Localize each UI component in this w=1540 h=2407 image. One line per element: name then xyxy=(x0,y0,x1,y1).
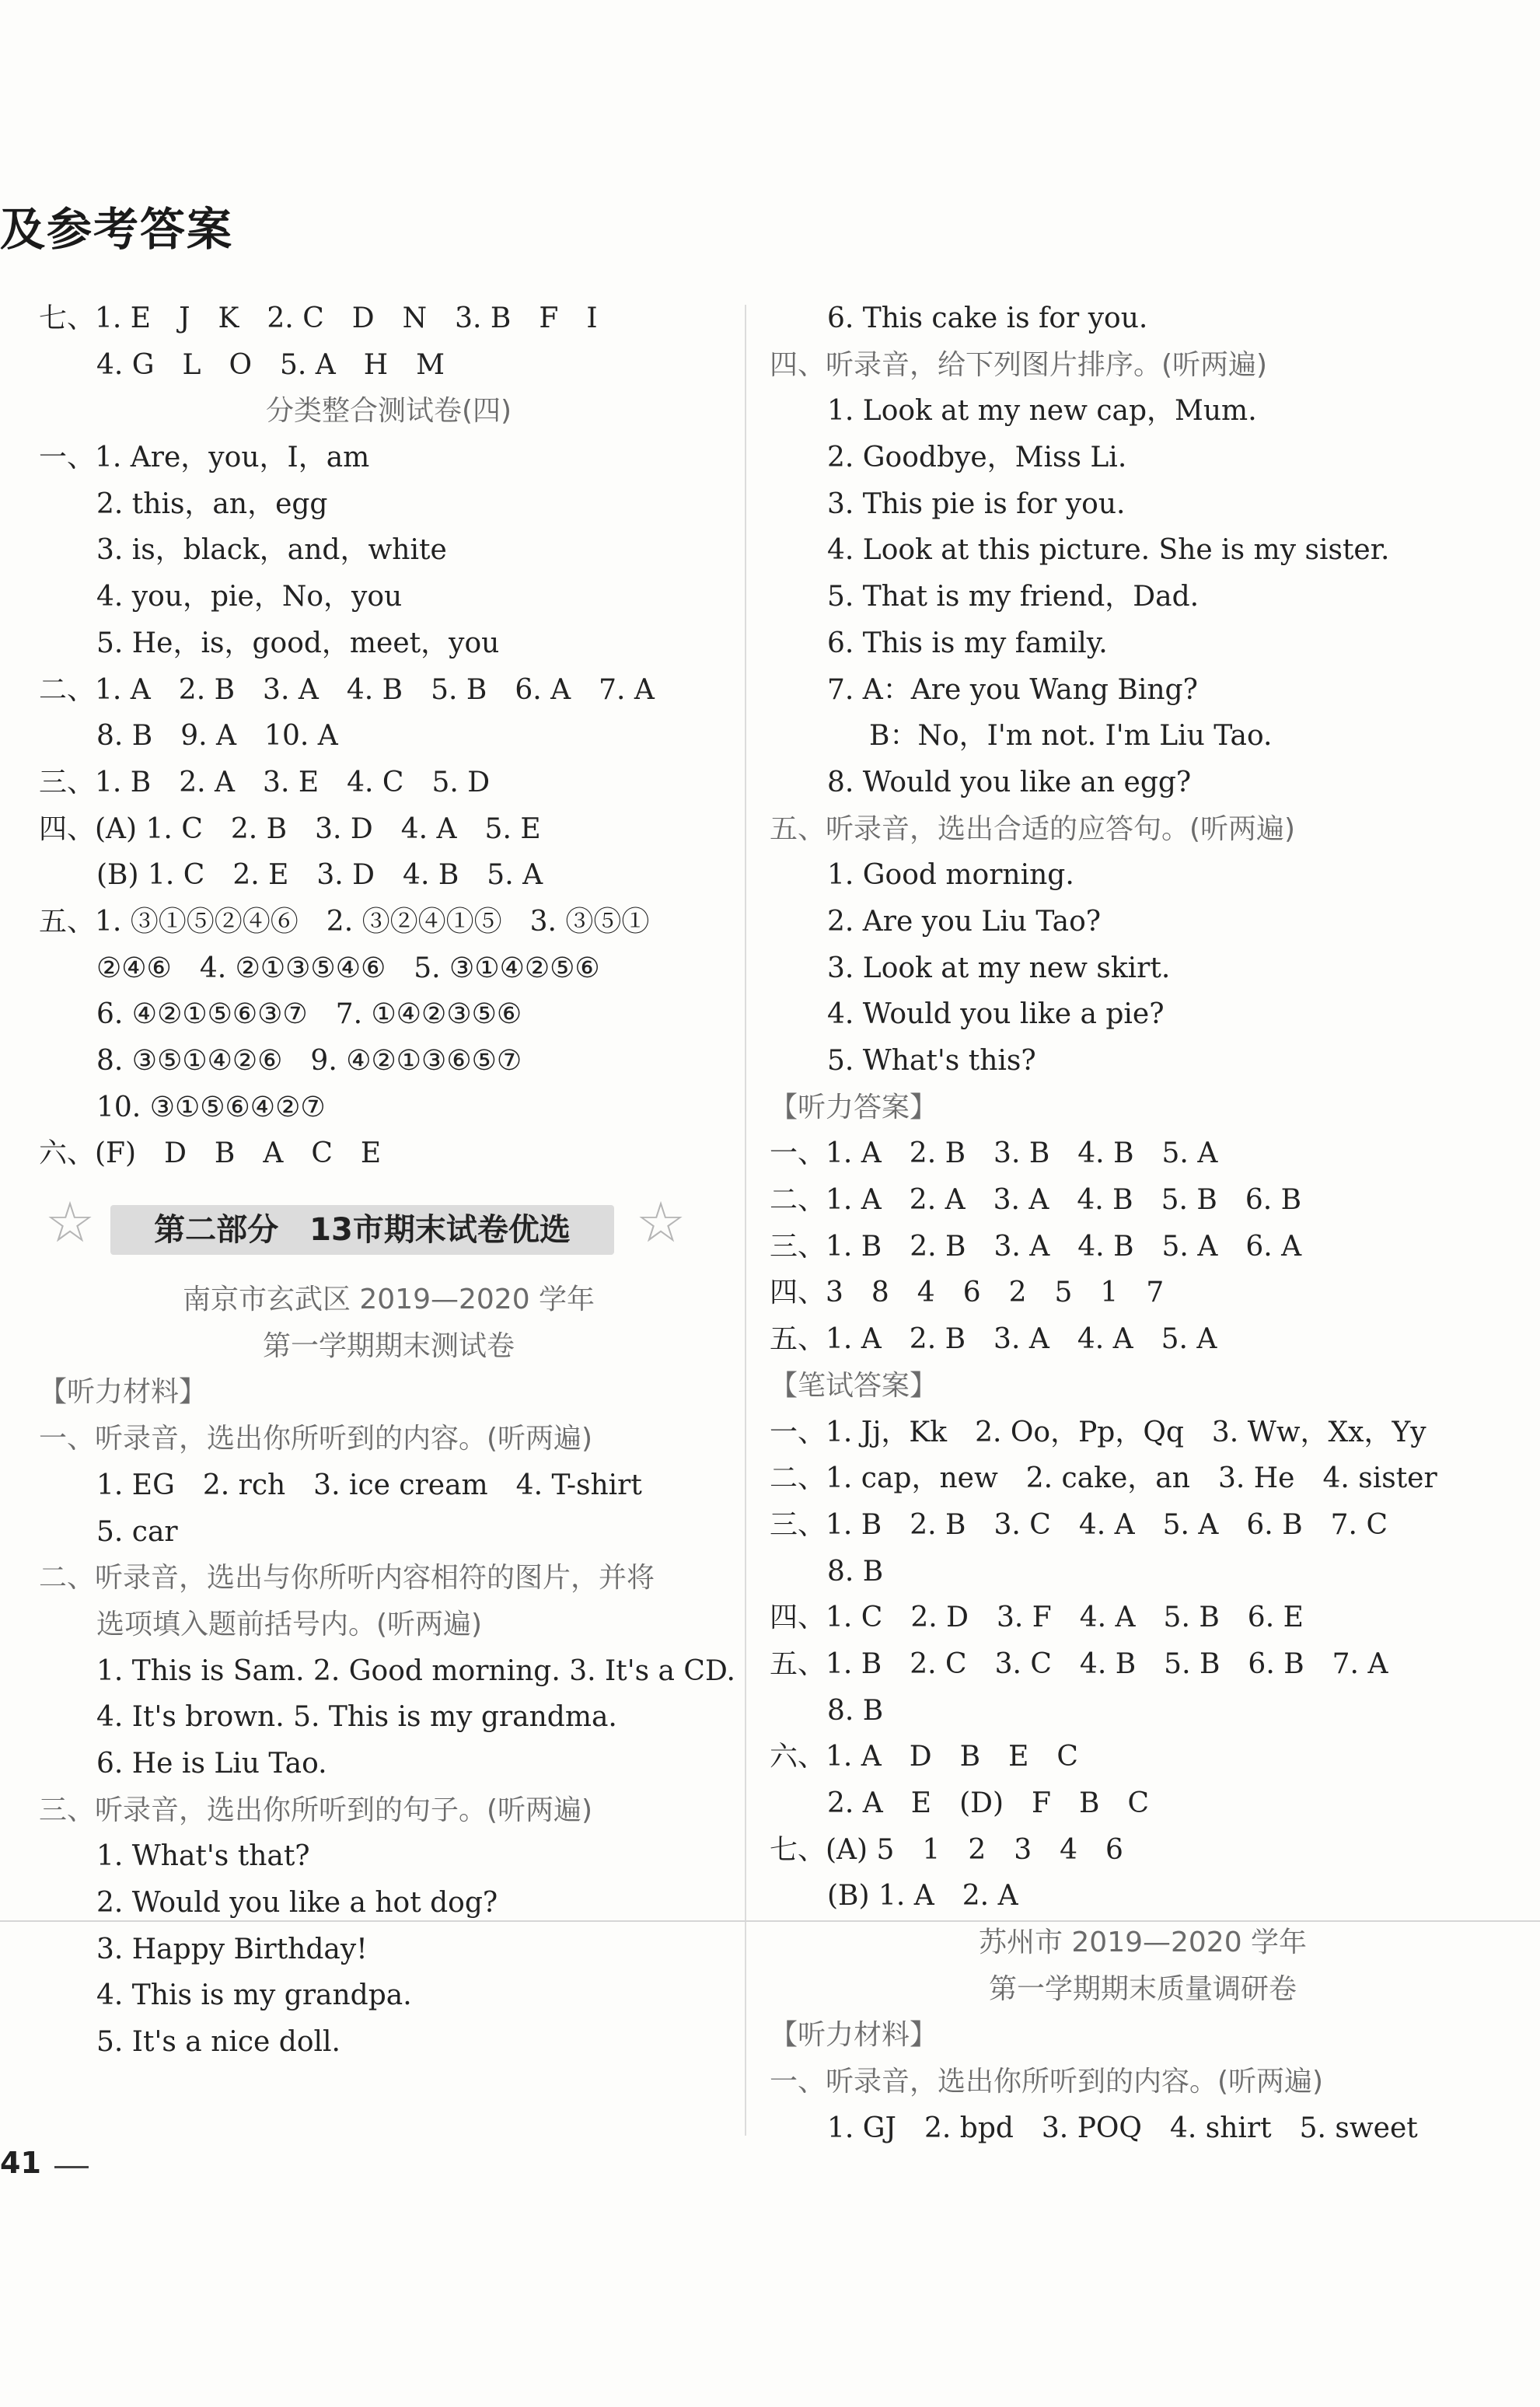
answer-line: 三、1. B 2. B 3. A 4. B 5. A 6. A xyxy=(770,1230,1302,1263)
page-number-dash xyxy=(54,2166,89,2168)
answer-line: 2. Are you Liu Tao? xyxy=(827,905,1102,938)
answer-line: 7. A：Are you Wang Bing? xyxy=(827,673,1198,706)
answer-line: 四、3 8 4 6 2 5 1 7 xyxy=(770,1277,1165,1309)
answer-line: (B) 1. A 2. A xyxy=(827,1880,1018,1913)
answer-line: 3. is，black，and，white xyxy=(96,534,447,567)
section-banner xyxy=(39,1188,739,1273)
answer-line: 1. GJ 2. bpd 3. POQ 4. shirt 5. sweet xyxy=(827,2112,1418,2144)
answer-line: 2. this，an，egg xyxy=(96,487,328,520)
answer-line: 8. B xyxy=(827,1694,884,1727)
answer-line: 南京市玄武区 2019—2020 学年 xyxy=(182,1284,595,1316)
answer-line: 三、1. B 2. A 3. E 4. C 5. D xyxy=(39,766,491,798)
answer-line: 三、听录音，选出你所听到的句子。(听两遍) xyxy=(39,1794,593,1826)
answer-line: 3. This pie is for you. xyxy=(827,487,1126,520)
answer-line: 五、1. A 2. B 3. A 4. A 5. A xyxy=(770,1323,1217,1356)
answer-line: 4. Look at this picture. She is my sister. xyxy=(827,534,1390,567)
answer-line: 1. What's that? xyxy=(96,1840,310,1873)
answer-line: 一、听录音，选出你所听到的内容。(听两遍) xyxy=(39,1423,593,1455)
answer-line: 四、(A) 1. C 2. B 3. D 4. A 5. E xyxy=(39,812,541,845)
answer-line: 一、1. Are，you，I，am xyxy=(39,442,370,474)
answer-line: 6. ④②①⑤⑥③⑦ 7. ①④②③⑤⑥ xyxy=(96,998,522,1031)
answer-line: 二、1. A 2. A 3. A 4. B 5. B 6. B xyxy=(770,1184,1302,1217)
answer-line: 苏州市 2019—2020 学年 xyxy=(978,1927,1308,1959)
answer-line: 8. B 9. A 10. A xyxy=(96,720,338,753)
answer-line: 4. It's brown. 5. This is my grandma. xyxy=(96,1701,617,1734)
answer-line: 五、听录音，选出合适的应答句。(听两遍) xyxy=(770,812,1296,845)
answer-line: 二、1. cap，new 2. cake，an 3. He 4. sister xyxy=(770,1462,1437,1495)
banner-title: 第二部分 13市期末试卷优选 xyxy=(110,1205,614,1255)
answer-line: 3. Look at my new skirt. xyxy=(827,952,1171,984)
answer-line: 5. That is my friend，Dad. xyxy=(827,581,1200,613)
answer-line: 六、(F) D B A C E xyxy=(39,1137,382,1170)
answer-line: 10. ③①⑤⑥④②⑦ xyxy=(96,1091,326,1123)
star-icon: ☆ xyxy=(44,1190,96,1256)
answer-line: 二、听录音，选出与你所听内容相符的图片，并将 xyxy=(39,1562,655,1595)
answer-line: 一、1. A 2. B 3. B 4. B 5. A xyxy=(770,1137,1218,1170)
left-column xyxy=(39,295,739,2066)
answer-line: 【听力答案】 xyxy=(770,1091,938,1123)
answer-line: 8. B xyxy=(827,1555,884,1588)
answer-line: 4. G L O 5. A H M xyxy=(96,348,445,381)
answer-line: 四、1. C 2. D 3. F 4. A 5. B 6. E xyxy=(770,1602,1304,1634)
answer-line: 【笔试答案】 xyxy=(770,1369,938,1402)
answer-line: 一、1. Jj，Kk 2. Oo，Pp，Qq 3. Ww，Xx，Yy xyxy=(770,1416,1427,1448)
page-number: 41 xyxy=(0,2146,41,2180)
answer-line: 5. He，is，good，meet，you xyxy=(96,627,500,659)
answer-line: 第一学期期末质量调研卷 xyxy=(988,1972,1297,2005)
answer-line: 4. Would you like a pie? xyxy=(827,998,1165,1031)
answer-line: 一、听录音，选出你所听到的内容。(听两遍) xyxy=(770,2066,1324,2098)
answer-line: 分类整合测试卷(四) xyxy=(265,395,512,428)
answer-line: 4. This is my grandpa. xyxy=(96,1979,412,2012)
answer-line: 四、听录音，给下列图片排序。(听两遍) xyxy=(770,348,1268,381)
answer-line: 2. Would you like a hot dog? xyxy=(96,1887,498,1919)
answer-line: 2. Goodbye，Miss Li. xyxy=(827,442,1127,474)
column-divider xyxy=(745,305,746,2136)
answer-line: 5. car xyxy=(96,1515,178,1548)
answer-line: 5. It's a nice doll. xyxy=(96,2026,340,2059)
answer-line: 五、1. B 2. C 3. C 4. B 5. B 6. B 7. A xyxy=(770,1647,1388,1680)
answer-line: (B) 1. C 2. E 3. D 4. B 5. A xyxy=(96,859,543,892)
answer-line: 6. This is my family. xyxy=(827,627,1108,659)
answer-line: B：No，I'm not. I'm Liu Tao. xyxy=(869,720,1273,753)
answer-line: 六、1. A D B E C xyxy=(770,1741,1078,1773)
answer-line: 2. A E (D) F B C xyxy=(827,1787,1149,1819)
answer-line: 【听力材料】 xyxy=(39,1376,208,1409)
answer-line: 1. Good morning. xyxy=(827,859,1074,892)
answer-line: 三、1. B 2. B 3. C 4. A 5. A 6. B 7. C xyxy=(770,1508,1388,1541)
answer-line: 5. What's this? xyxy=(827,1045,1036,1077)
answer-line: 1. Look at my new cap，Mum. xyxy=(827,395,1257,428)
star-icon: ☆ xyxy=(635,1190,686,1256)
page-title: 及参考答案 xyxy=(0,203,234,256)
answer-line: 6. He is Liu Tao. xyxy=(96,1747,327,1780)
answer-line: 二、1. A 2. B 3. A 4. B 5. B 6. A 7. A xyxy=(39,673,655,706)
answer-line: 五、1. ③①⑤②④⑥ 2. ③②④①⑤ 3. ③⑤① xyxy=(39,905,650,938)
answer-line: 七、(A) 5 1 2 3 4 6 xyxy=(770,1833,1123,1866)
answer-line: ②④⑥ 4. ②①③⑤④⑥ 5. ③①④②⑤⑥ xyxy=(96,952,600,984)
right-column xyxy=(770,295,1516,2152)
answer-line: 选项填入题前括号内。(听两遍) xyxy=(96,1608,483,1640)
answer-line: 七、1. E J K 2. C D N 3. B F I xyxy=(39,302,598,334)
answer-line: 6. This cake is for you. xyxy=(827,302,1148,334)
answer-line: 第一学期期末测试卷 xyxy=(262,1329,515,1362)
answer-line: 8. ③⑤①④②⑥ 9. ④②①③⑥⑤⑦ xyxy=(96,1045,522,1077)
answer-line: 8. Would you like an egg? xyxy=(827,766,1192,798)
answer-line: 1. EG 2. rch 3. ice cream 4. T-shirt xyxy=(96,1469,642,1501)
answer-line: 【听力材料】 xyxy=(770,2019,938,2052)
answer-line: 1. This is Sam. 2. Good morning. 3. It's a CD. xyxy=(96,1654,735,1687)
answer-line: 3. Happy Birthday! xyxy=(96,1933,368,1965)
answer-line: 4. you，pie，No，you xyxy=(96,581,403,613)
